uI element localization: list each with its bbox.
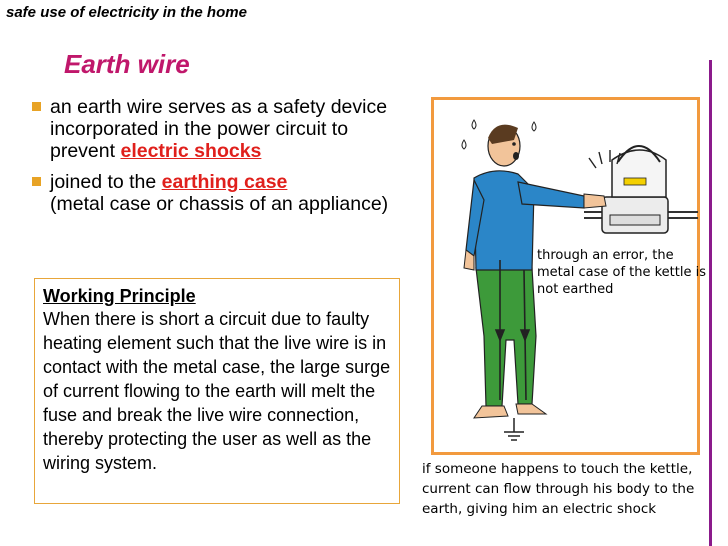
bullet-text: joined to the — [50, 171, 162, 193]
working-principle-box — [34, 278, 400, 504]
bullet-marker-icon — [32, 102, 41, 111]
slide-header: safe use of electricity in the home — [6, 4, 247, 21]
working-principle-title: Working Principle — [43, 286, 196, 306]
kettle-icon — [602, 146, 668, 233]
working-principle-text: When there is short a circuit due to faulty heating element such that the live wire is in contact with the metal case, the large surge of current flowing to the earth will melt the fuse and break the live wire connection, thereby protecting the user as well as the wiring system. — [43, 309, 391, 473]
ground-symbol-icon — [504, 418, 524, 440]
bullet-text: an earth wire serves as a safety device incorporated in the power circuit to prevent — [50, 96, 388, 162]
bullet-list — [32, 96, 412, 224]
bullet-marker-icon — [32, 177, 41, 186]
bullet-item — [32, 96, 412, 162]
figure-caption-top: through an error, the metal case of the kettle is not earthed — [537, 248, 706, 297]
slide-title: Earth wire — [64, 49, 190, 79]
bullet-text-after: (metal case or chassis of an appliance) — [50, 193, 389, 215]
bullet-highlight: earthing case — [161, 171, 288, 193]
bullet-highlight: electric shocks — [120, 140, 262, 162]
figure-caption-bottom: if someone happens to touch the kettle, current can flow through his body to the earth, giving him an electric shock — [422, 461, 695, 517]
slide-edge-rule — [709, 60, 712, 546]
bullet-item — [32, 171, 412, 215]
